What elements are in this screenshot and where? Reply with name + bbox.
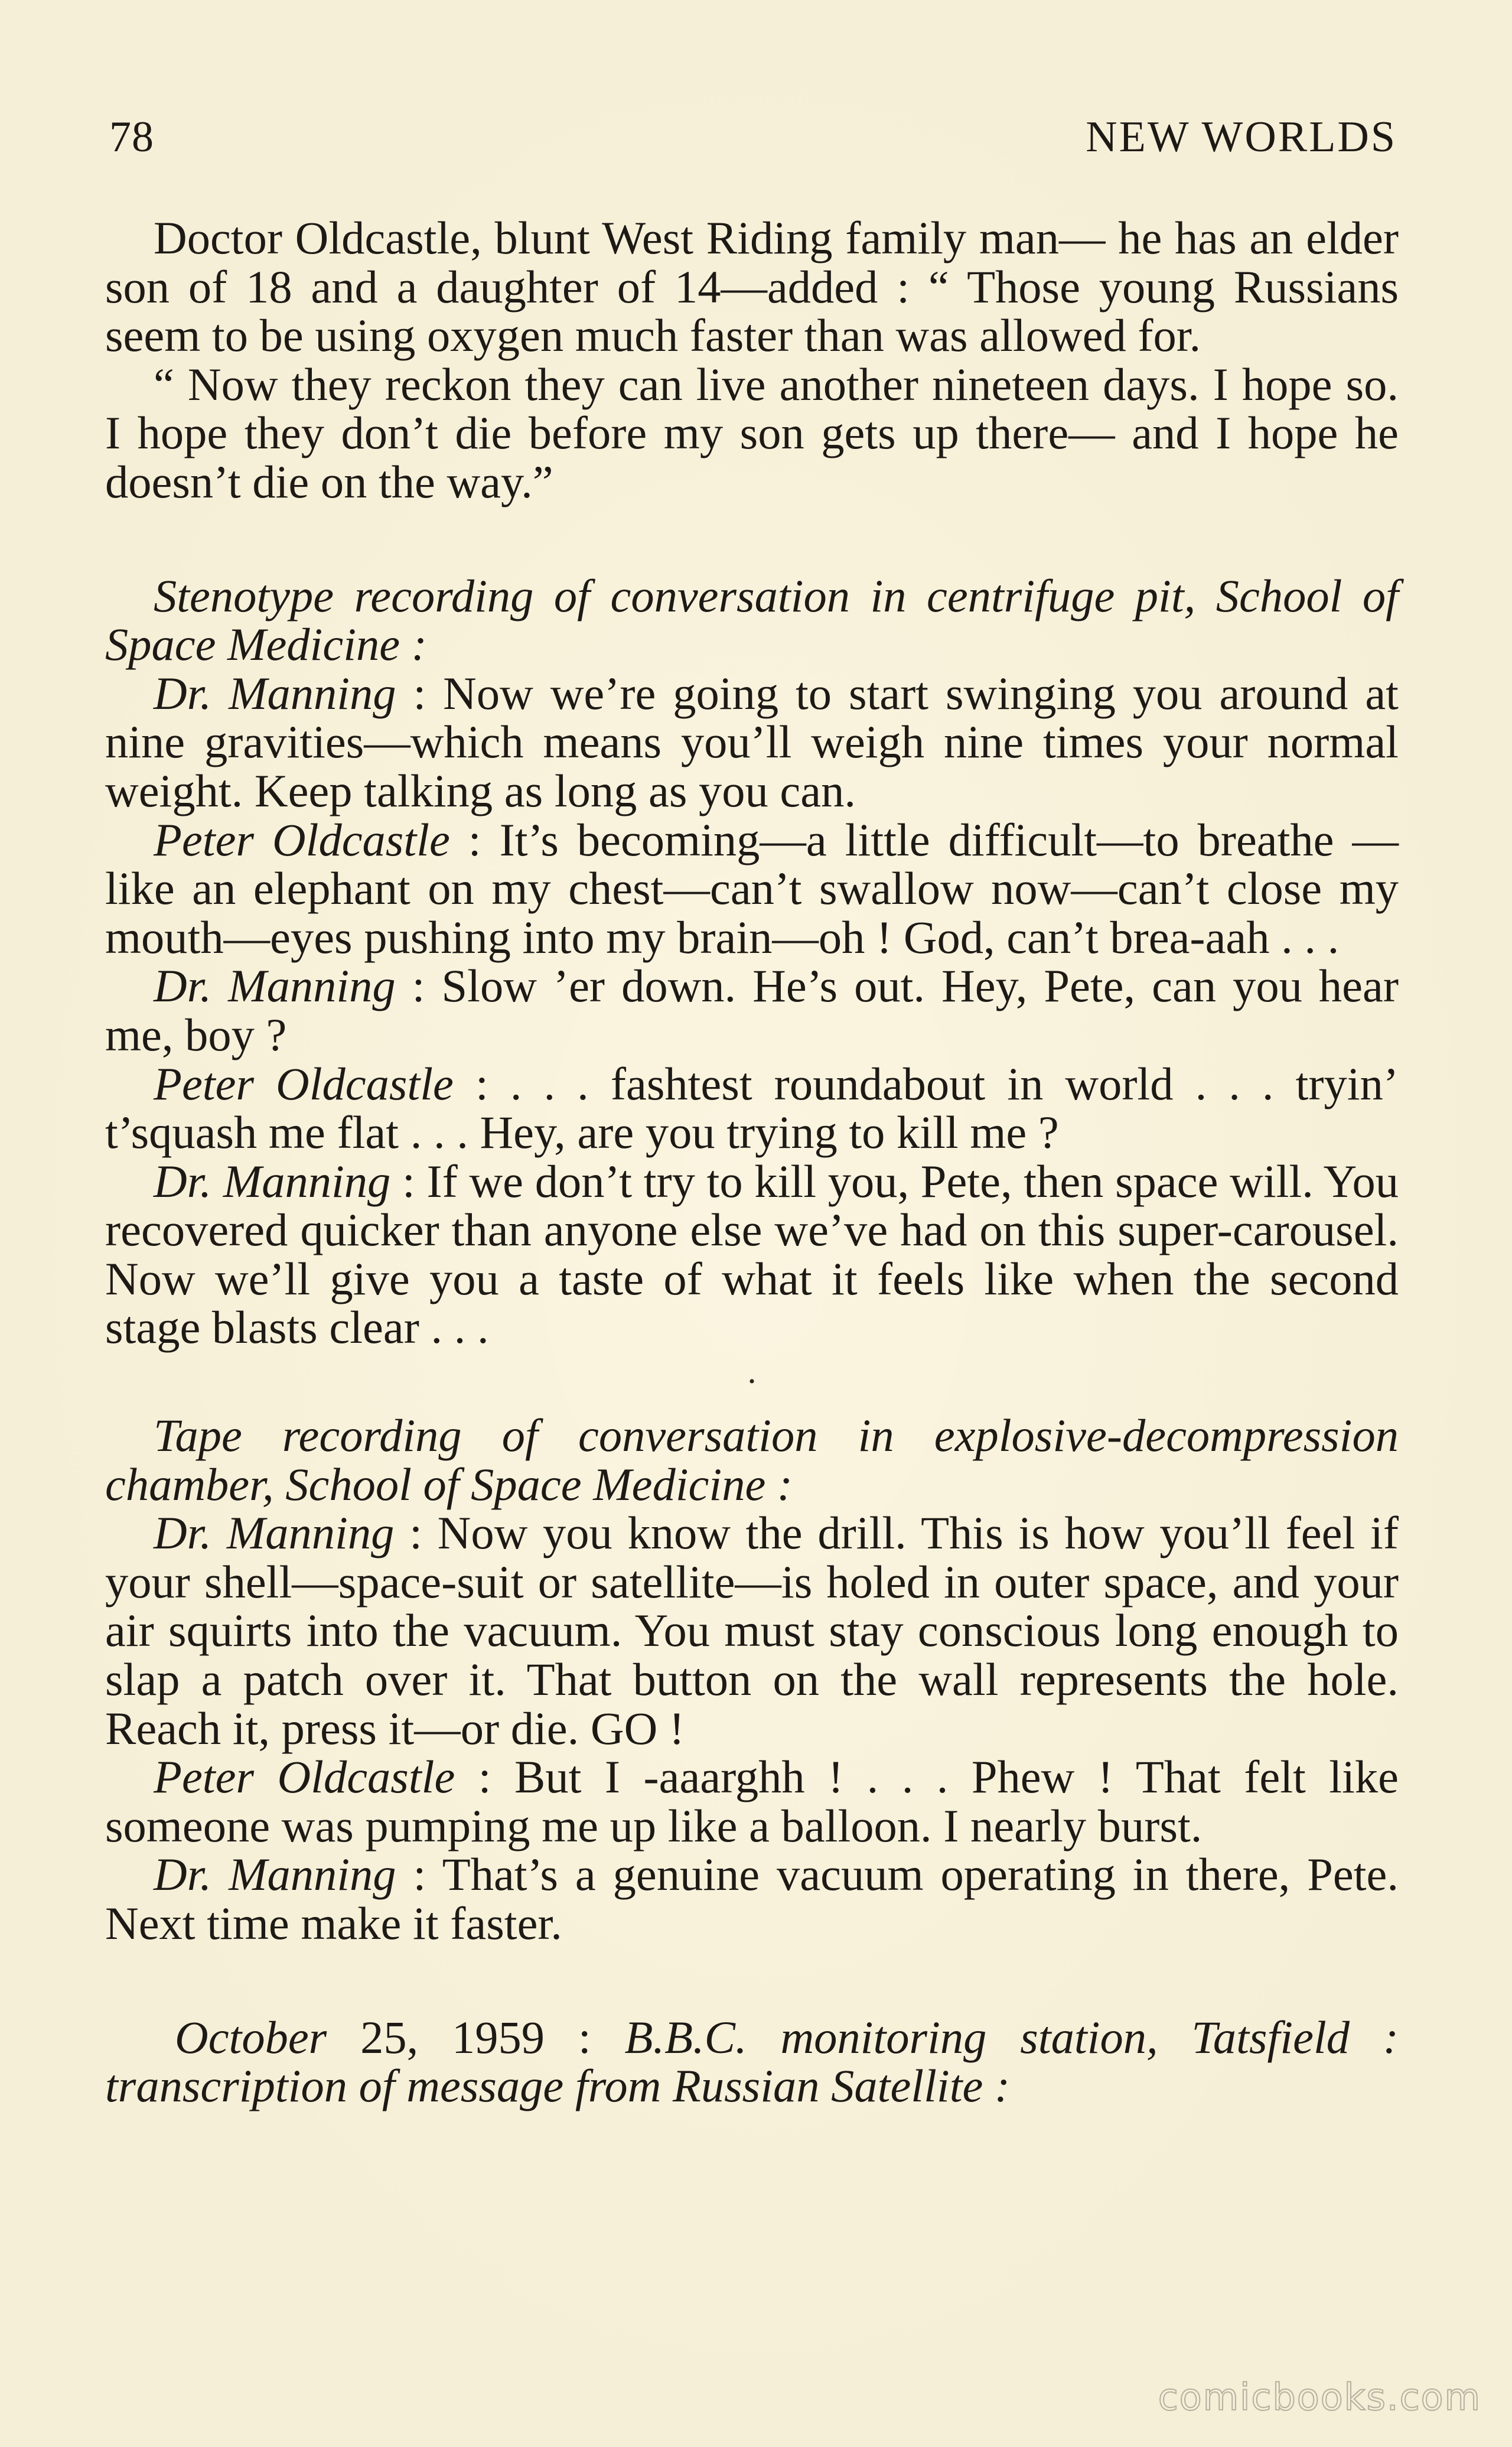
dialogue-text: : It’s becoming—a little difficult—to breathe —like an elephant on my chest—can’t swallow now—can’t close my mouth—eyes pushing into my brain—oh ! God, can’t brea-aah . . .	[105, 814, 1399, 963]
section-gap	[105, 1352, 1399, 1370]
speaker-name: Peter Oldcastle	[154, 1751, 455, 1803]
speaker-name: Dr. Manning	[154, 1849, 396, 1901]
dialogue-line	[105, 962, 1399, 1059]
paragraph: “ Now they reckon they can live another nineteen days. I hope so. I hope they don’t die before my son gets up there— and I hope he doesn’t die on the way.”	[105, 358, 1399, 507]
paragraph: Doctor Oldcastle, blunt West Riding family man— he has an elder son of 18 and a daughter of 14—added : “ Those young Russians seem to be using oxygen much faster than was allowed for.	[105, 212, 1399, 362]
dialogue-text: : But I -aaarghh ! . . . Phew ! That felt like someone was pumping me up like a balloon. I nearly burst.	[105, 1751, 1399, 1851]
running-head: NEW WORLDS	[1086, 113, 1397, 161]
section-divider-dot: •	[748, 1372, 755, 1392]
dialogue-line	[105, 669, 1399, 816]
speaker-name: Dr. Manning	[154, 1507, 395, 1559]
dialogue-line	[105, 1753, 1399, 1850]
dateline-month: October	[175, 2011, 327, 2063]
dialogue-line	[105, 816, 1399, 962]
speaker-name: Peter Oldcastle	[154, 1057, 454, 1109]
section-gap	[105, 1394, 1399, 1411]
dialogue-text: : Now you know the drill. This is how you’ll feel if your shell—space-suit or satellite—is holed in outer space, and your air squirts into the vacuum. You must stay conscious long enough to slap a patch over it. That button on the wall represents the hole. Reach it, press it—or die. GO !	[105, 1507, 1399, 1754]
speaker-name: Dr. Manning	[154, 667, 396, 719]
dateline-source: B.B.C. monitoring station, Tatsfield : transcription of message from Russian Satellite :	[105, 2011, 1399, 2112]
watermark: comicbooks.com	[1158, 2376, 1481, 2419]
dialogue-line	[105, 1057, 1399, 1159]
body-text	[105, 214, 1399, 2111]
section-gap	[105, 1948, 1399, 2013]
dialogue-line	[105, 1850, 1399, 1948]
dialogue-line	[105, 1509, 1399, 1753]
section-heading: Tape recording of conversation in explosive-decompression chamber, School of Space Medicine :	[105, 1410, 1399, 1510]
speaker-name: Dr. Manning	[154, 960, 396, 1012]
dateline-date: 25, 1959 :	[327, 2011, 625, 2063]
speaker-name: Dr. Manning	[154, 1155, 391, 1207]
dialogue-line	[105, 1157, 1399, 1352]
dialogue-text: : If we don’t try to kill you, Pete, then space will. You recovered quicker than anyone else we’ve had on this super-carousel. Now we’ll give you a taste of what it feels like when the second stage blasts clear . . .	[105, 1155, 1399, 1353]
dialogue-text: : Slow ’er down. He’s out. Hey, Pete, can you hear me, boy ?	[105, 960, 1399, 1060]
section-gap	[105, 507, 1399, 572]
page-header	[109, 112, 1397, 177]
page-number: 78	[109, 113, 154, 161]
section-heading: Stenotype recording of conversation in centrifuge pit, School of Space Medicine :	[105, 570, 1399, 671]
speaker-name: Peter Oldcastle	[154, 814, 450, 865]
dialogue-text: : Now we’re going to start swinging you around at nine gravities—which means you’ll weigh nine times your normal weight. Keep talking as long as you can.	[105, 667, 1399, 816]
dateline	[105, 2013, 1399, 2111]
dialogue-text: : That’s a genuine vacuum operating in there, Pete. Next time make it faster.	[105, 1849, 1399, 1949]
dialogue-text: : . . . fashtest roundabout in world . . . tryin’ t’squash me flat . . . Hey, are you trying to kill me ?	[105, 1057, 1399, 1159]
